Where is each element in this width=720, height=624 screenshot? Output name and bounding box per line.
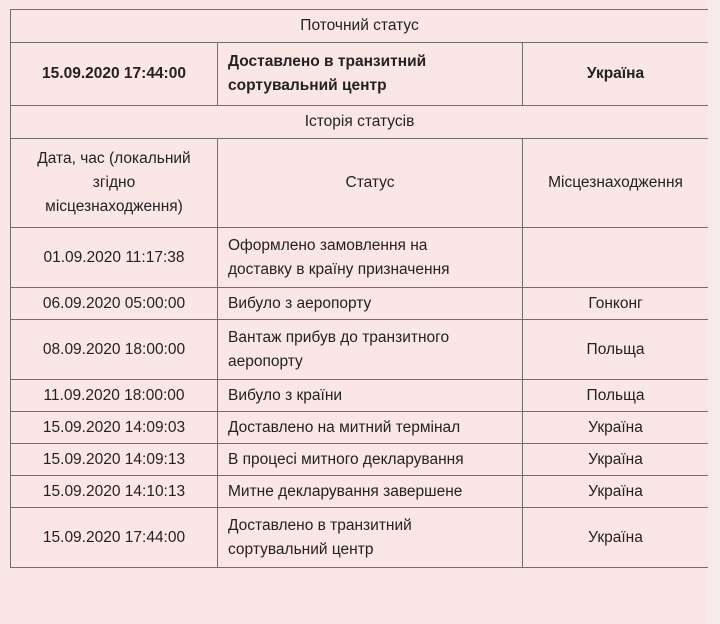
row-status-line2: сортувальний центр	[228, 540, 374, 558]
current-status-text-line1: Доставлено в транзитний	[228, 53, 427, 70]
table-row	[11, 228, 709, 288]
table-row	[11, 476, 709, 508]
column-header-location: Місцезнаходження	[523, 139, 709, 228]
row-datetime: 01.09.2020 11:17:38	[11, 228, 218, 288]
row-location: Україна	[523, 476, 709, 508]
row-datetime: 06.09.2020 05:00:00	[11, 288, 218, 320]
row-status	[218, 320, 523, 380]
row-status	[218, 228, 523, 288]
column-header-datetime-line1: Дата, час (локальний	[37, 150, 191, 167]
row-status-line1: Вантаж прибув до транзитного	[228, 328, 450, 346]
history-title: Історія статусів	[11, 106, 709, 139]
row-status: Вибуло з країни	[218, 380, 523, 412]
row-datetime: 15.09.2020 14:09:13	[11, 444, 218, 476]
row-datetime: 15.09.2020 14:10:13	[11, 476, 218, 508]
current-status-text-line2: сортувальний центр	[228, 77, 387, 94]
current-status-location: Україна	[523, 43, 709, 106]
current-status-row	[11, 43, 709, 106]
row-location: Україна	[523, 444, 709, 476]
row-location: Україна	[523, 412, 709, 444]
row-location	[523, 228, 709, 288]
row-status	[218, 508, 523, 568]
row-location: Польща	[523, 380, 709, 412]
row-location: Польща	[523, 320, 709, 380]
row-location: Україна	[523, 508, 709, 568]
current-status-text	[218, 43, 523, 106]
column-header-datetime-line2: згідно	[92, 174, 136, 191]
row-datetime: 08.09.2020 18:00:00	[11, 320, 218, 380]
table-row	[11, 380, 709, 412]
column-header-datetime-line3: місцезнаходження)	[45, 198, 183, 215]
row-datetime: 11.09.2020 18:00:00	[11, 380, 218, 412]
row-location: Гонконг	[523, 288, 709, 320]
current-status-header-row	[11, 10, 709, 43]
table-row	[11, 288, 709, 320]
row-datetime: 15.09.2020 14:09:03	[11, 412, 218, 444]
row-status-line2: доставку в країну призначення	[228, 260, 450, 278]
table-row	[11, 508, 709, 568]
row-status-line1: Оформлено замовлення на	[228, 236, 428, 254]
table-row	[11, 444, 709, 476]
row-status: В процесі митного декларування	[218, 444, 523, 476]
row-status: Митне декларування завершене	[218, 476, 523, 508]
row-status-line2: аеропорту	[228, 352, 303, 370]
column-header-status: Статус	[218, 139, 523, 228]
current-status-title: Поточний статус	[11, 10, 709, 43]
table-row	[11, 320, 709, 380]
page-edge	[708, 0, 720, 624]
history-header-row	[11, 106, 709, 139]
row-status-line1: Доставлено в транзитний	[228, 516, 412, 534]
row-status: Доставлено на митний термінал	[218, 412, 523, 444]
tracking-table	[10, 9, 709, 568]
current-status-datetime: 15.09.2020 17:44:00	[11, 43, 218, 106]
row-status: Вибуло з аеропорту	[218, 288, 523, 320]
history-column-header-row	[11, 139, 709, 228]
column-header-datetime	[11, 139, 218, 228]
row-datetime: 15.09.2020 17:44:00	[11, 508, 218, 568]
table-row	[11, 412, 709, 444]
